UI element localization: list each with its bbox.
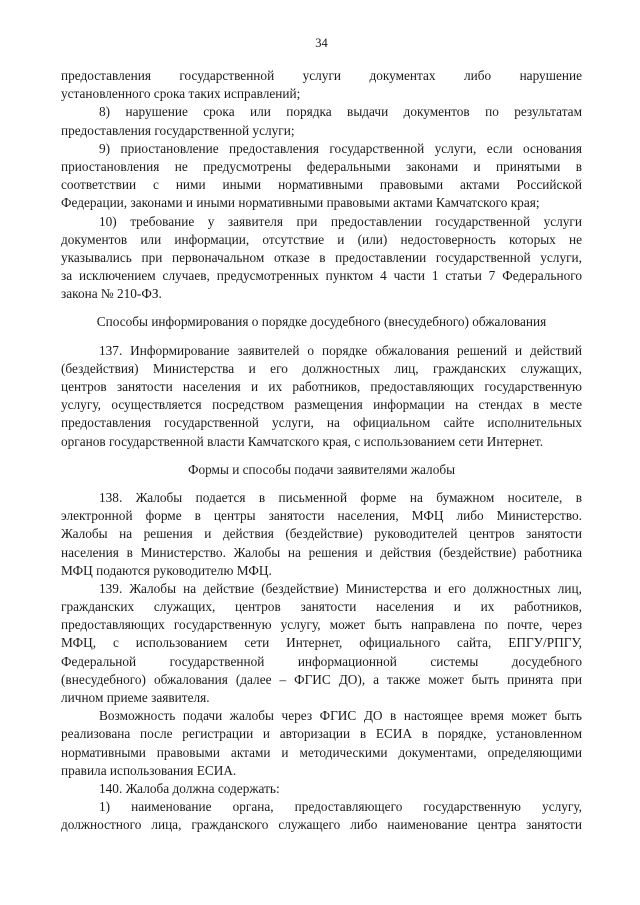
text-line: 1) наименование органа, предоставляющего государственную услугу, bbox=[99, 799, 582, 815]
text-line: предоставляющих государственную услугу, может быть направлена по почте, через bbox=[61, 617, 582, 633]
text-line: Федерации, законами и иными нормативными правовыми актами Камчатского края; bbox=[61, 195, 540, 211]
text-line: предоставления государственной услуги документах либо нарушение bbox=[61, 68, 582, 83]
text-line: 140. Жалоба должна содержать: bbox=[99, 780, 280, 796]
text-line: населения в Министерство. Жалобы на решения и действия (бездействие) работника bbox=[61, 544, 582, 560]
text-line: услугу, осуществляется посредством размещения информации на стендах в месте bbox=[61, 397, 582, 413]
text-line: предоставления государственной услуги; bbox=[61, 122, 295, 138]
text-line: Федеральной государственной информационной системы досудебного bbox=[61, 653, 582, 669]
text-line: предоставления государственной услуги, на официальном сайте исполнительных bbox=[61, 415, 582, 431]
text-line: закона № 210-ФЗ. bbox=[61, 286, 162, 302]
text-line: приостановления не предусмотрены федеральными законами и принятыми в bbox=[61, 158, 582, 174]
text-line: 8) нарушение срока или порядка выдачи документов по результатам bbox=[99, 104, 582, 120]
page-number: 34 bbox=[315, 36, 328, 50]
text-line: 138. Жалобы подается в письменной форме на бумажном носителе, в bbox=[99, 489, 582, 505]
text-line: МФЦ, с использованием сети Интернет, официального сайта, ЕПГУ/РПГУ, bbox=[61, 635, 582, 651]
text-line: соответствии с ними иными нормативными правовыми актами Российской bbox=[61, 177, 582, 193]
text-line: за исключением случаев, предусмотренных пунктом 4 части 1 статьи 7 Федерального bbox=[61, 268, 582, 284]
text-line: МФЦ подаются руководителю МФЦ. bbox=[61, 562, 272, 578]
section-heading: Формы и способы подачи заявителями жалобы bbox=[187, 461, 456, 477]
document-body bbox=[61, 67, 582, 835]
text-line: 9) приостановление предоставления государственной услуги, если основания bbox=[99, 140, 582, 156]
text-line: реализована после регистрации и авторизации в ЕСИА в порядке, установленном bbox=[61, 726, 582, 742]
text-line: Жалобы на решения и действия (бездействие) руководителей центров занятости bbox=[61, 526, 582, 542]
text-line: органов государственной власти Камчатского края, с использованием сети Интернет. bbox=[61, 433, 544, 449]
text-line: указывались при первоначальном отказе в предоставлении государственной услуги, bbox=[61, 249, 582, 265]
text-line: документов или информации, отсутствие и (или) недостоверность которых не bbox=[61, 231, 582, 247]
text-line: 139. Жалобы на действие (бездействие) Министерства и его должностных лиц, bbox=[99, 580, 582, 596]
text-line: электронной форме в центры занятости населения, МФЦ либо Министерство. bbox=[61, 508, 582, 524]
text-line: (бездействия) Министерства и его должностных лиц, гражданских служащих, bbox=[61, 360, 582, 376]
text-line: нормативными правовыми актами и методическими документами, определяющими bbox=[61, 744, 582, 760]
section-heading: Способы информирования о порядке досудебного (внесудебного) обжалования bbox=[96, 314, 547, 330]
text-line: установленного срока таких исправлений; bbox=[61, 86, 301, 102]
text-line: Возможность подачи жалобы через ФГИС ДО в настоящее время может быть bbox=[99, 708, 582, 724]
text-line: гражданских служащих, центров занятости населения и их работников, bbox=[61, 599, 582, 615]
text-line: 10) требование у заявителя при предоставлении государственной услуги bbox=[99, 213, 582, 229]
text-line: личном приеме заявителя. bbox=[61, 690, 210, 705]
text-line: 137. Информирование заявителей о порядке обжалования решений и действий bbox=[99, 342, 582, 358]
text-line: правила использования ЕСИА. bbox=[61, 762, 237, 778]
text-line: должностного лица, гражданского служащего либо наименование центра занятости bbox=[61, 817, 582, 833]
text-line: (внесудебного) обжалования (далее – ФГИС ДО), а также может быть принята при bbox=[61, 671, 582, 687]
text-line: центров занятости населения и их работников, предоставляющих государственную bbox=[61, 379, 582, 394]
